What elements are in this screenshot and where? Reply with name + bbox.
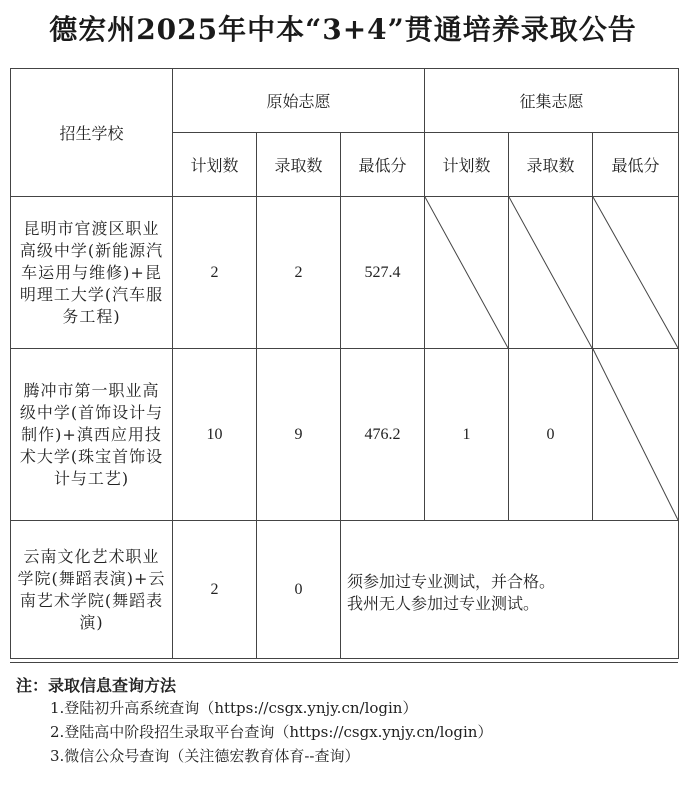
- header-sup-admit: 录取数: [509, 133, 593, 197]
- footer-title: 注：录取信息查询方法: [16, 676, 177, 695]
- school-name: 腾冲市第一职业高级中学(首饰设计与制作)+滇西应用技术大学(珠宝首饰设计与工艺): [11, 349, 173, 521]
- empty-cell: [509, 197, 593, 349]
- header-supplement: 征集志愿: [425, 69, 679, 133]
- header-sup-min: 最低分: [593, 133, 679, 197]
- admit-count: 0: [257, 521, 341, 659]
- header-min: 最低分: [341, 133, 425, 197]
- school-name: 昆明市官渡区职业高级中学(新能源汽车运用与维修)+昆明理工大学(汽车服务工程): [11, 197, 173, 349]
- table-row: [11, 521, 679, 659]
- remark-line: 须参加过专业测试，并合格。: [347, 572, 556, 591]
- header-admit: 录取数: [257, 133, 341, 197]
- header-plan: 计划数: [173, 133, 257, 197]
- empty-cell: [425, 197, 509, 349]
- footer-notes: [10, 662, 678, 773]
- empty-cell: [593, 197, 679, 349]
- plan-count: 2: [173, 521, 257, 659]
- empty-cell: [593, 349, 679, 521]
- page-title: 德宏州2025年中本“3+4”贯通培养录取公告: [49, 13, 637, 46]
- table-row: [11, 197, 679, 349]
- min-score: 527.4: [341, 197, 425, 349]
- sup-plan-count: 1: [425, 349, 509, 521]
- sup-admit-count: 0: [509, 349, 593, 521]
- school-name: 云南文化艺术职业学院(舞蹈表演)+云南艺术学院(舞蹈表演): [11, 521, 173, 659]
- admit-count: 2: [257, 197, 341, 349]
- plan-count: 10: [173, 349, 257, 521]
- header-school: 招生学校: [11, 69, 173, 197]
- header-original: 原始志愿: [173, 69, 425, 133]
- remark-cell: [341, 521, 679, 659]
- header-sup-plan: 计划数: [425, 133, 509, 197]
- table-row: [11, 349, 679, 521]
- admission-table: [10, 68, 679, 659]
- footer-line: 2.登陆高中阶段招生录取平台查询（https://csgx.ynjy.cn/login）: [50, 723, 493, 741]
- footer-line: 3.微信公众号查询（关注德宏教育体育--查询）: [50, 747, 360, 765]
- remark-line: 我州无人参加过专业测试。: [347, 594, 540, 613]
- min-score: 476.2: [341, 349, 425, 521]
- footer-line: 1.登陆初升高系统查询（https://csgx.ynjy.cn/login）: [50, 699, 418, 717]
- plan-count: 2: [173, 197, 257, 349]
- admit-count: 9: [257, 349, 341, 521]
